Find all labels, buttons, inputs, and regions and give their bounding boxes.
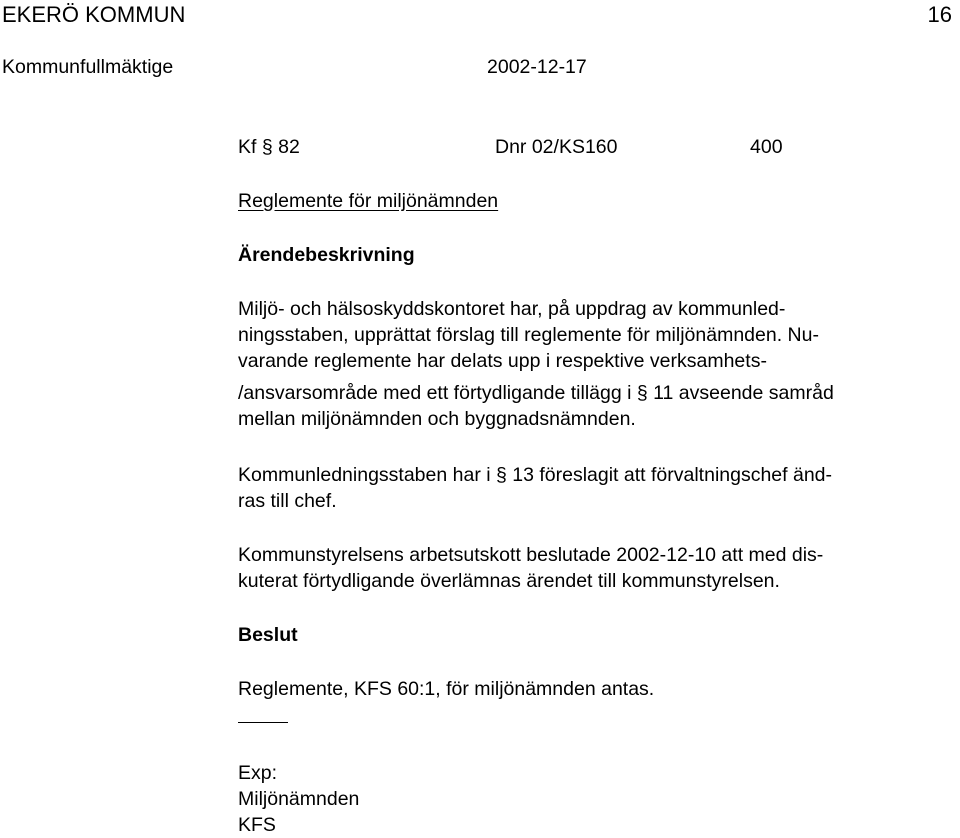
paragraph-line: ras till chef. xyxy=(238,490,337,512)
case-code: 400 xyxy=(750,136,783,158)
paragraph-line: Kommunledningsstaben har i § 13 föreslagit att förvaltningschef änd- xyxy=(238,464,833,486)
distribution-recipient: KFS xyxy=(238,814,276,836)
separator-rule xyxy=(238,722,288,723)
paragraph-line: kuterat förtydligande överlämnas ärendet till kommunstyrelsen. xyxy=(238,570,780,592)
description-heading: Ärendebeskrivning xyxy=(238,244,415,266)
page-number: 16 xyxy=(927,2,952,27)
case-paragraph: Kf § 82 xyxy=(238,136,300,158)
body-name: Kommunfullmäktige xyxy=(2,56,174,78)
case-title: Reglemente för miljönämnden xyxy=(238,190,499,212)
paragraph-line: varande reglemente har delats upp i respektive verksamhets- xyxy=(238,350,767,372)
meeting-date: 2002-12-17 xyxy=(487,56,587,78)
distribution-label: Exp: xyxy=(238,762,278,784)
paragraph-line: /ansvarsområde med ett förtydligande tillägg i § 11 avseende samråd xyxy=(238,382,834,404)
paragraph-line: Miljö- och hälsoskyddskontoret har, på uppdrag av kommunled- xyxy=(238,298,786,320)
paragraph-line: mellan miljönämnden och byggnadsnämnden. xyxy=(238,408,636,430)
decision-text: Reglemente, KFS 60:1, för miljönämnden antas. xyxy=(238,678,655,700)
distribution-recipient: Miljönämnden xyxy=(238,788,360,810)
decision-heading: Beslut xyxy=(238,624,298,646)
organization-name: EKERÖ KOMMUN xyxy=(2,2,186,27)
case-dnr: Dnr 02/KS160 xyxy=(495,136,618,158)
paragraph-line: ningsstaben, upprättat förslag till reglemente för miljönämnden. Nu- xyxy=(238,324,819,346)
paragraph-line: Kommunstyrelsens arbetsutskott beslutade 2002-12-10 att med dis- xyxy=(238,544,824,566)
